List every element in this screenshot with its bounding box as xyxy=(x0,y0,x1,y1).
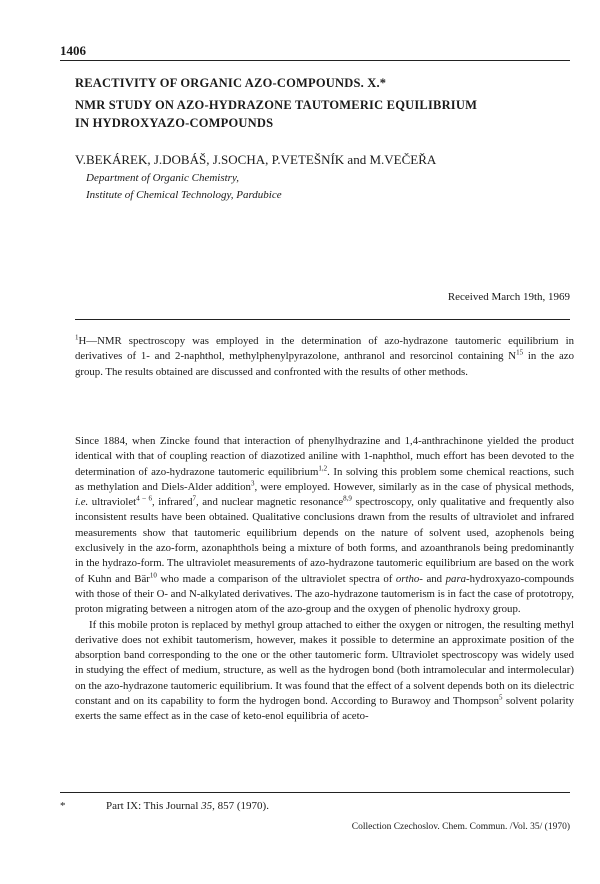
body-text xyxy=(75,434,574,725)
authors: V.BEKÁREK, J.DOBÁŠ, J.SOCHA, P.VETEŠNÍK and M.VEČEŘA xyxy=(75,152,437,167)
footnote-rule xyxy=(60,792,570,793)
received-date: Received March 19th, 1969 xyxy=(447,291,570,303)
article-title-line-2: NMR STUDY ON AZO-HYDRAZONE TAUTOMERIC EQUILIBRIUM xyxy=(75,98,478,112)
header-rule xyxy=(60,60,570,61)
journal-reference: Collection Czechoslov. Chem. Commun. /Vol. 35/ (1970) xyxy=(351,822,570,832)
abstract-sup-1: 1 xyxy=(75,333,79,342)
article-title-line-1: REACTIVITY OF ORGANIC AZO-COMPOUNDS. X.* xyxy=(75,76,387,90)
affiliation-department: Department of Organic Chemistry, xyxy=(86,172,239,184)
abstract xyxy=(75,334,574,380)
abstract-sup-15: 15 xyxy=(516,348,524,357)
page-number: 1406 xyxy=(60,43,86,58)
affiliation-institute: Institute of Chemical Technology, Pardubice xyxy=(86,189,282,201)
abstract-text-b: in the azo group. The results obtained are discussed and confronted with the results of other methods. xyxy=(75,350,575,378)
article-title-line-3: IN HYDROXYAZO-COMPOUNDS xyxy=(75,116,274,130)
footnote-mark: * xyxy=(60,800,66,812)
paragraph-1: Since 1884, when Zincke found that interaction of phenylhydrazine and 1,4-anthrachinone yielded the product identical with that of coupling reaction of diazotized aniline with 1-naphthol, much effort has been devoted to the determination of azo-hydrazone tautomeric equilibrium$^{1,2}$. In solving this problem some chemical reactions, such as methylation and Diels-Alder addition$^3$, were employed. However, similarly as in the case of physical methods, i.e. ultraviolet$^{4 - 6}$, infrared$^7$, and nuclear magnetic resonance$^{8,9}$ spectroscopy, only qualitative and frequently also inconsistent results have been obtained. Qualitative conclusions drawn from the results of ultraviolet and infrared measurements show that tautomeric equilibrium depends on the nature of solvent used, azophenols being exclusively in the azo-form, azonaphthols being a mixture of both forms, and azoanthranols being predominantly in the hydrazo-form. The ultraviolet measurements of azo-hydrazone tautomeric equilibrium are based on the work of Kuhn and Bär$^{10}$ who made a comparison of the ultraviolet spectra of ortho- and para-hydroxyazo-compounds with those of their O- and N-alkylated derivatives. The azo-hydrazone tautomerism is in fact the case of prototropy, proton migrating between a nitrogen atom of the azo-group and the oxygen of phenolic hydroxy group. xyxy=(75,435,575,616)
abstract-text-a: H—NMR spectroscopy was employed in the determination of azo-hydrazone tautomeric equilibrium in derivatives of 1- and 2-naphthol, methylphenylpyrazolone, anthranol and resorcinol containing N xyxy=(75,335,574,363)
paragraph-2: If this mobile proton is replaced by methyl group attached to either the oxygen or nitrogen, the resulting methyl derivative does not exhibit tautomerism, however, makes it possible to determine an approximate position of the absorption band corresponding to the one or the other tautomeric form. Ultraviolet spectroscopy was widely used in studying the effect of medium, structure, as well as the hydrogen bond (both intramolecular and intermolecular) on the azo-hydrazone tautomeric equilibrium. It was found that the effect of a solvent depends both on its dielectric constant and on its capability to form the hydrogen bond. According to Burawoy and Thompson$^5$ solvent polarity exerts the same effect as in the case of keto-enol equilibria of aceto- xyxy=(75,618,574,723)
abstract-top-rule xyxy=(75,319,570,320)
footnote: * Part IX: This Journal 35, 857 (1970). xyxy=(60,800,269,812)
